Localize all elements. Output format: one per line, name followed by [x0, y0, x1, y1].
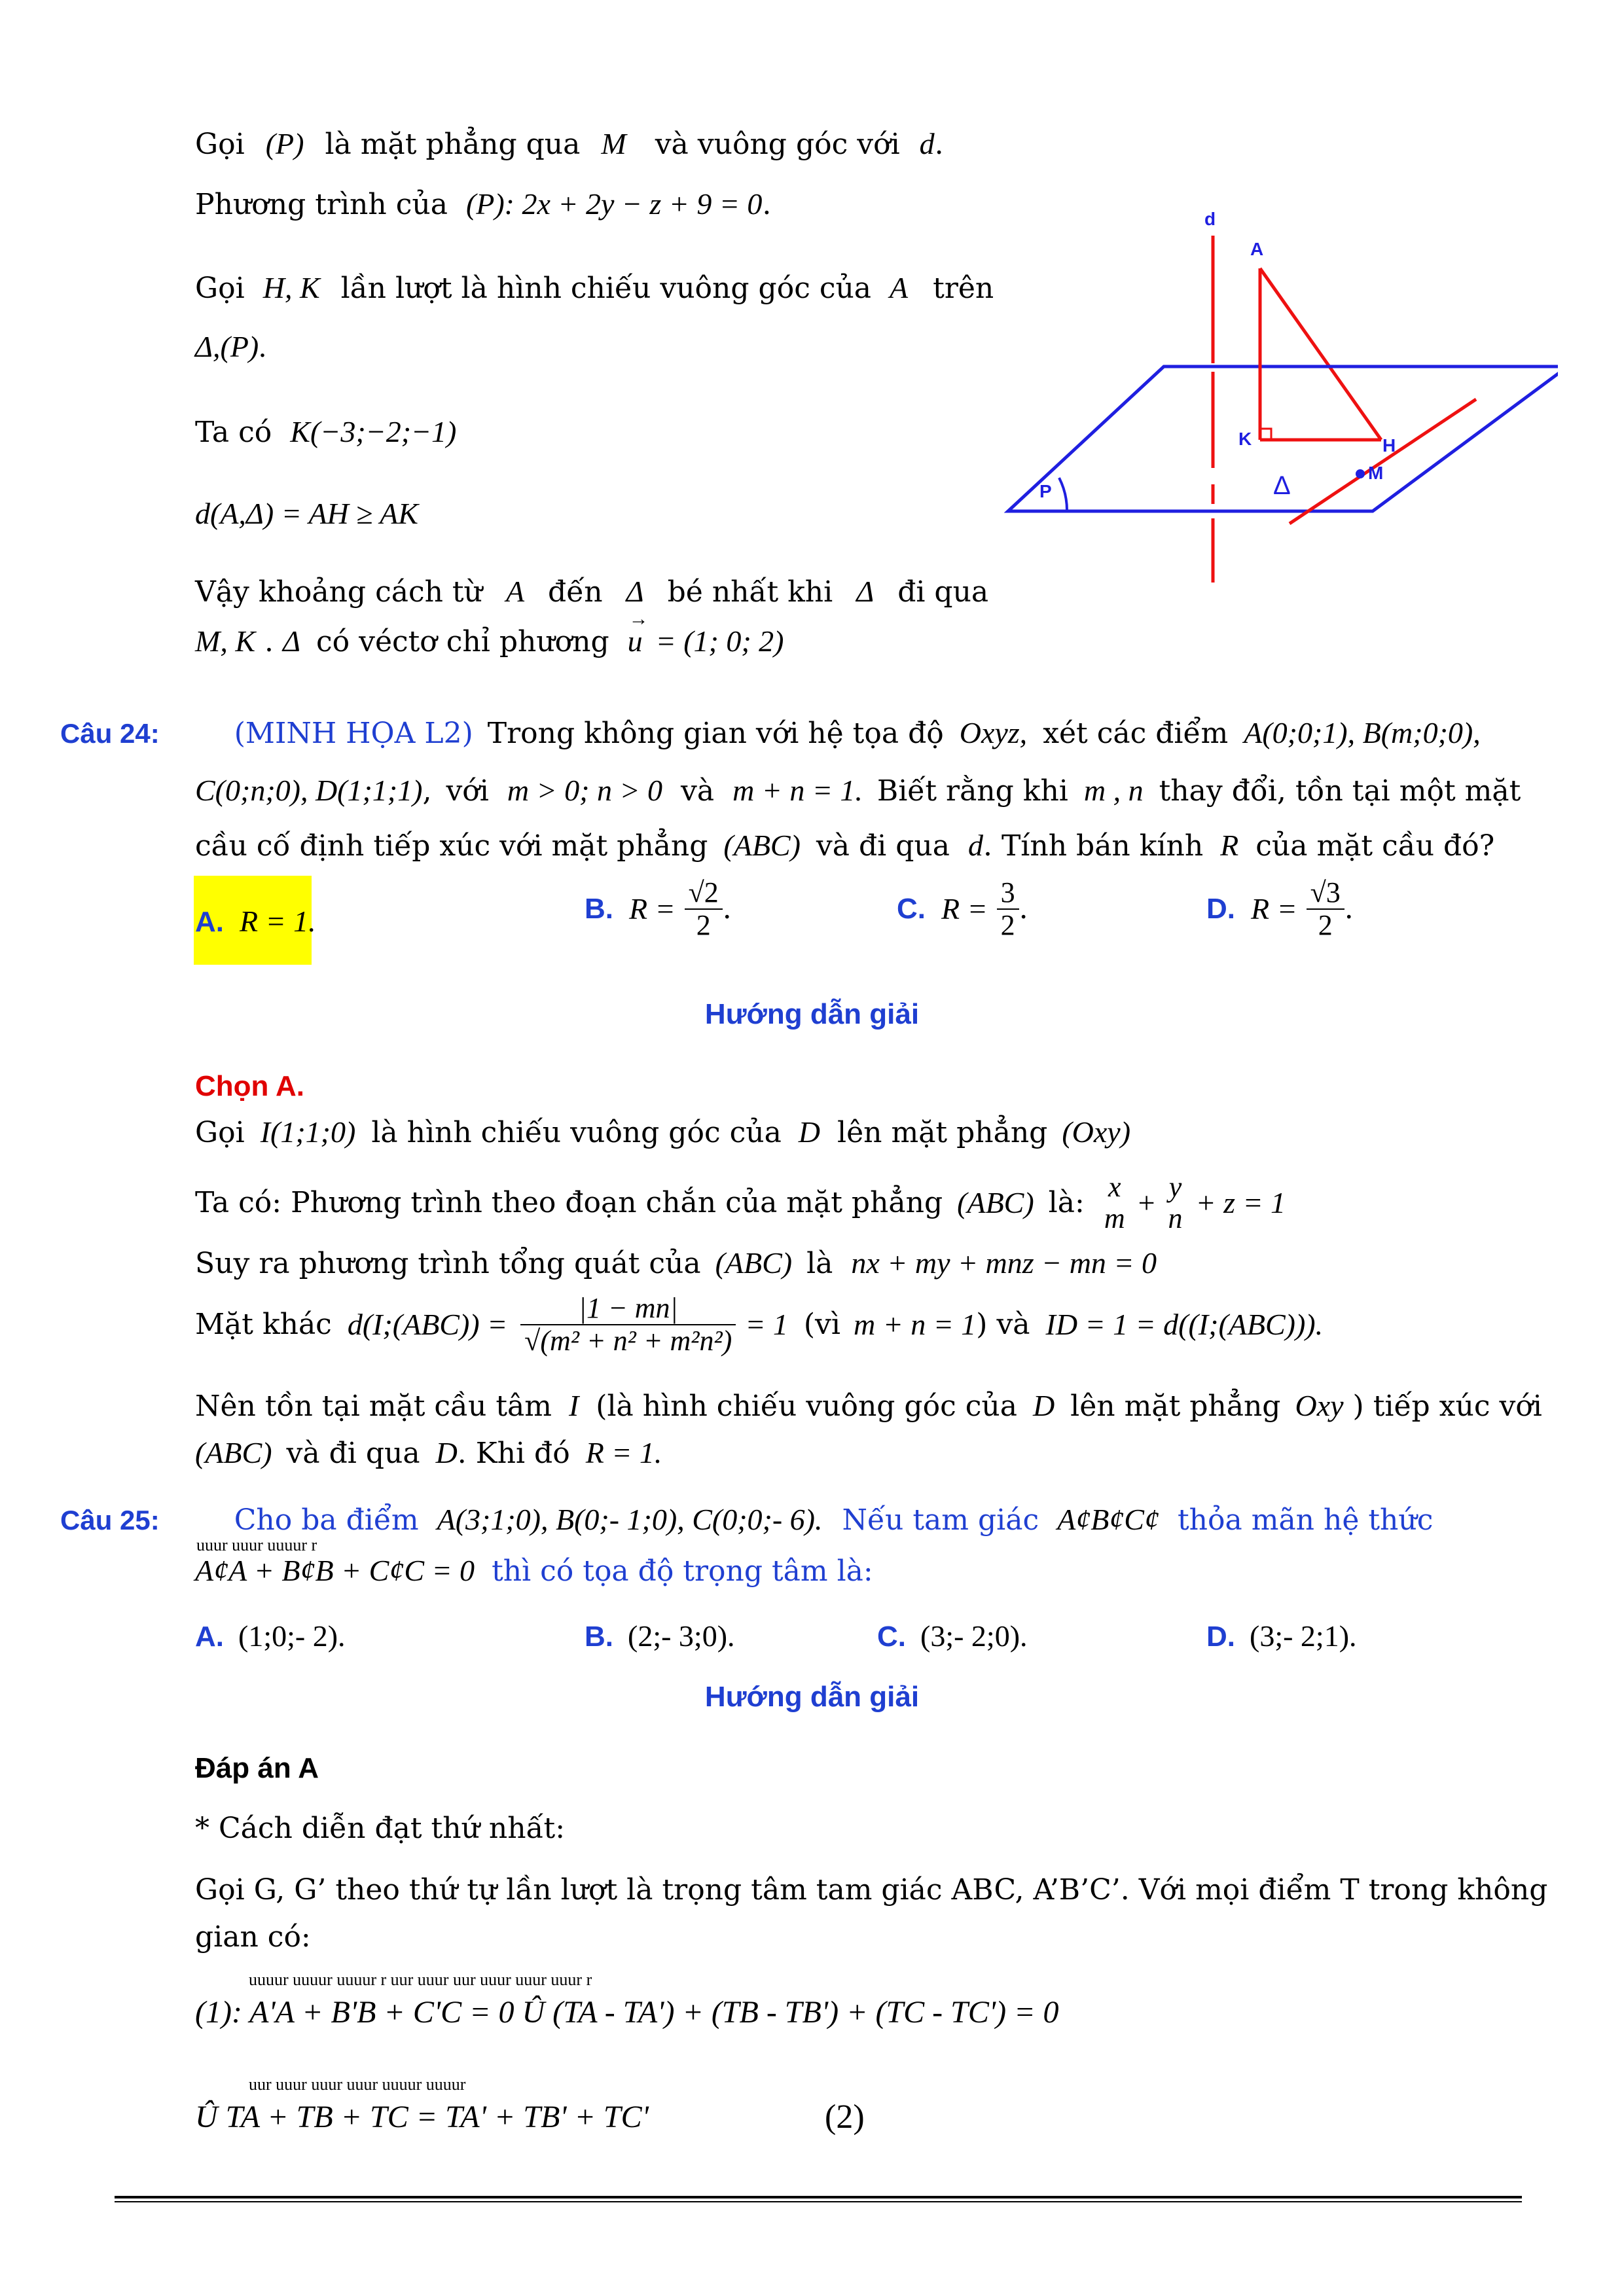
q24-sol-line-6 — [195, 1433, 662, 1473]
vector-arrow-artifacts: uur uuur uuur uuur uuuur uuuur — [249, 2075, 466, 2094]
fraction-numerator: |1 − mn| — [520, 1293, 736, 1325]
plus-sign: + — [1138, 1186, 1155, 1219]
option-suffix: . — [1344, 892, 1354, 925]
text: và vuông góc với — [655, 128, 900, 161]
fraction-denominator: 2 — [1318, 909, 1333, 941]
intro-line-3 — [195, 268, 994, 308]
label-P: P — [1039, 481, 1052, 501]
math-condition: m > 0; n > 0 — [507, 774, 662, 807]
q24-option-B[interactable] — [585, 877, 732, 962]
q24-guide-title: Hướng dẫn giải — [704, 998, 920, 1030]
option-key: D. — [1206, 893, 1235, 925]
text: lên mặt phẳng — [837, 1116, 1048, 1149]
text: cầu cố định tiếp xúc với mặt phẳng — [195, 829, 708, 863]
math-Oxyz: Oxyz, — [959, 716, 1028, 749]
text: Gọi — [195, 128, 245, 161]
intro-line-4: Δ,(P). — [195, 330, 266, 363]
label-K: K — [1238, 429, 1252, 449]
distance-inequality: d(A,Δ) = AH ≥ AK — [195, 497, 418, 530]
q25-line-2 — [195, 1551, 873, 1591]
q24-line-1 — [60, 713, 1481, 753]
q25-option-A[interactable] — [195, 1617, 346, 1657]
text: ) và — [976, 1308, 1030, 1341]
math-P: (P) — [265, 127, 304, 160]
math-ABC: (ABC) — [195, 1436, 272, 1469]
option-text: (3;- 2;1). — [1250, 1619, 1357, 1653]
math-points: A(3;1;0), B(0;- 1;0), C(0;0;- 6). — [437, 1503, 823, 1536]
q25-guide-title: Hướng dẫn giải — [704, 1681, 920, 1713]
result-R: R = 1. — [585, 1436, 662, 1469]
math-A: A — [505, 575, 525, 608]
point-I: I(1;1;0) — [260, 1115, 356, 1149]
text: lên mặt phẳng — [1070, 1390, 1281, 1423]
math-M: M — [601, 127, 626, 160]
text: đến — [548, 575, 603, 609]
q25-equation-2: Û TA + TB + TC = TA' + TB' + TC' — [195, 2100, 649, 2134]
text: xét các điểm — [1043, 717, 1229, 750]
equals-one: = 1 — [745, 1308, 788, 1341]
math-Oxy: Oxy — [1295, 1389, 1344, 1422]
option-text: R = — [1251, 892, 1297, 925]
text: trên — [933, 272, 994, 305]
text: Biết rằng khi — [876, 774, 1068, 808]
vector-arrow-artifacts: uuur uuur uuuur r — [196, 1535, 317, 1554]
text: . Khi đó — [457, 1437, 570, 1470]
question-label: Câu 25: — [60, 1505, 160, 1535]
q24-sol-line-1 — [195, 1113, 1130, 1153]
fraction-numerator: x — [1108, 1171, 1121, 1203]
text: Gọi — [195, 272, 245, 305]
text: Suy ra phương trình tổng quát của — [195, 1247, 701, 1280]
text: Gọi — [195, 1116, 245, 1149]
q24-option-D[interactable] — [1206, 877, 1354, 962]
q25-option-D[interactable] — [1206, 1617, 1357, 1657]
point-K: K(−3;−2;−1) — [290, 415, 457, 448]
fraction-denominator: 2 — [1000, 909, 1015, 941]
fraction-numerator: √3 — [1307, 877, 1344, 910]
text: và đi qua — [286, 1437, 420, 1470]
text: là mặt phẳng qua — [325, 128, 581, 161]
question-label: Câu 24: — [60, 718, 160, 749]
fraction-numerator: √2 — [685, 877, 723, 910]
q25-method: * Cách diễn đạt thứ nhất: — [195, 1812, 566, 1845]
footer-rule — [115, 2196, 1522, 2198]
math-ABC: (ABC) — [715, 1246, 793, 1280]
equation-rest: + z = 1 — [1195, 1186, 1286, 1219]
plane-angle-arc — [1059, 478, 1067, 511]
option-text: (1;0;- 2). — [238, 1619, 346, 1653]
text: thỏa mãn hệ thức — [1178, 1503, 1434, 1537]
option-key: C. — [877, 1621, 906, 1653]
text: là: — [1048, 1186, 1085, 1219]
intro-line-7 — [195, 572, 988, 612]
label-A: A — [1250, 239, 1264, 259]
math-A: A — [890, 271, 909, 304]
right-angle-mark — [1260, 429, 1271, 440]
text: với — [446, 774, 489, 808]
q24-sol-line-5 — [195, 1386, 1542, 1426]
text: Trong không gian với hệ tọa độ — [487, 717, 944, 750]
option-text: (2;- 3;0). — [628, 1619, 735, 1653]
text: bé nhất khi — [667, 575, 833, 609]
math-mn: m , n — [1083, 774, 1144, 807]
q25-sol-line-2: gian có: — [195, 1920, 311, 1954]
q24-option-C[interactable] — [897, 877, 1028, 962]
text: Ta có — [195, 416, 272, 449]
intro-line-6 — [195, 494, 418, 533]
q25-equation-1: (1): A'A + B'B + C'C = 0 Û (TA - TA') + (TB - TB') + (TC - TC') = 0 — [195, 1995, 1059, 2030]
general-equation: nx + my + mnz − mn = 0 — [851, 1246, 1157, 1280]
text: (vì — [803, 1308, 840, 1341]
question-source: (MINH HỌA L2) — [234, 717, 473, 750]
label-delta: Δ — [1273, 471, 1291, 500]
text: Nên tồn tại mặt cầu tâm — [195, 1390, 552, 1423]
q25-sol-line-1: Gọi G, G’ theo thứ tự lần lượt là trọng tâm tam giác ABC, A’B’C’. Với mọi điểm T trong không — [195, 1873, 1548, 1907]
math-Oxy: (Oxy) — [1062, 1115, 1131, 1149]
text: (là hình chiếu vuông góc của — [596, 1390, 1017, 1423]
text: đi qua — [897, 575, 989, 609]
option-text: R = — [629, 892, 676, 925]
segment-AH — [1260, 268, 1381, 440]
math-delta: Δ — [626, 575, 644, 608]
math-R: R — [1220, 829, 1239, 862]
vector-u: → u — [628, 622, 643, 661]
math-d: d — [967, 829, 983, 862]
text: Mặt khác — [195, 1308, 332, 1341]
q25-option-B[interactable] — [585, 1617, 735, 1657]
option-suffix: . — [722, 892, 732, 925]
distance-expression: d(I;(ABC)) = — [347, 1308, 508, 1341]
footer-rule — [115, 2201, 1522, 2202]
text: của mặt cầu đó? — [1255, 829, 1495, 863]
math-MK: M, K — [195, 624, 255, 658]
option-key: D. — [1206, 1621, 1235, 1653]
math-ABC: (ABC) — [723, 829, 801, 862]
option-suffix: . — [1019, 892, 1028, 925]
math-sum: m + n = 1. — [732, 774, 863, 807]
q24-sol-line-3 — [195, 1244, 1157, 1283]
option-text: R = 1. — [240, 905, 316, 938]
math-D: D — [435, 1436, 458, 1469]
text: Nếu tam giác — [842, 1503, 1039, 1537]
text: . Tính bán kính — [983, 829, 1204, 863]
label-d: d — [1204, 209, 1216, 229]
q24-option-A[interactable] — [195, 902, 316, 942]
fraction-denominator: n — [1168, 1202, 1183, 1234]
option-text: (3;- 2;0). — [920, 1619, 1028, 1653]
direction-vector-value: = (1; 0; 2) — [655, 624, 784, 658]
fraction-numerator: y — [1168, 1171, 1182, 1203]
math-d: d — [919, 127, 935, 160]
q24-chosen: Chọn A. — [195, 1070, 304, 1102]
q24-line-3 — [195, 826, 1494, 866]
math-triangle: A¢B¢C¢ — [1057, 1503, 1159, 1536]
fraction-numerator: 3 — [997, 877, 1019, 910]
text: ) tiếp xúc với — [1352, 1390, 1542, 1423]
q25-answer: Đáp án A — [195, 1752, 319, 1784]
math-D: D — [798, 1115, 821, 1149]
math-ABC: (ABC) — [957, 1186, 1034, 1219]
q25-option-C[interactable] — [877, 1617, 1028, 1657]
q24-line-2: C(0;n;0), D(1;1;1), với m > 0; n > 0 và m + n = 1. Biết rằng khi m , n thay đổi, tồn tại một mặt — [195, 774, 1521, 808]
math-delta: Δ — [282, 624, 300, 658]
intro-line-8: M, K . Δ có véctơ chỉ phương → u = (1; 0; 2) — [195, 622, 784, 662]
text: là hình chiếu vuông góc của — [371, 1116, 782, 1149]
text: và đi qua — [816, 829, 950, 863]
fraction-denominator: m — [1104, 1202, 1125, 1234]
text: có véctơ chỉ phương — [316, 625, 609, 658]
math-I: I — [568, 1389, 579, 1422]
math-delta-P: Δ,(P) — [195, 330, 259, 363]
text: thay đổi, tồn tại một mặt — [1159, 774, 1521, 808]
q25-line-1 — [60, 1500, 1433, 1540]
vector-arrow-artifacts: uuuur uuuur uuuur r uur uuur uur uuur uuur uuur r — [249, 1970, 592, 1989]
math-delta: Δ — [856, 575, 875, 608]
option-key: B. — [585, 893, 613, 925]
fraction-denominator: √(m² + n² + m²n²) — [524, 1325, 732, 1357]
equation-tag: (2) — [825, 2098, 865, 2136]
math-points: A(0;0;1), B(m;0;0), — [1244, 716, 1481, 749]
text: và — [680, 774, 715, 808]
math-HK: H, K — [262, 271, 320, 304]
vector-relation: A¢A + B¢B + C¢C = 0 — [195, 1554, 475, 1587]
option-key: A. — [195, 1621, 224, 1653]
option-key: A. — [195, 906, 224, 938]
math-D: D — [1032, 1389, 1055, 1422]
intro-line-5 — [195, 412, 456, 452]
fraction-denominator: 2 — [696, 909, 711, 941]
option-text: R = — [941, 892, 988, 925]
geometry-figure — [982, 196, 1558, 655]
point-M-dot — [1356, 469, 1365, 478]
q24-sol-line-2 — [195, 1172, 1286, 1250]
text: Ta có: Phương trình theo đoạn chắn của mặt phẳng — [195, 1186, 943, 1219]
option-key: B. — [585, 1621, 613, 1653]
distance-ID: ID = 1 = d((I;(ABC))). — [1045, 1308, 1324, 1341]
text: là — [806, 1247, 833, 1280]
intro-line-1: Gọi (P) là mặt phẳng qua M và vuông góc với d. — [195, 127, 944, 161]
math-points: C(0;n;0), D(1;1;1) — [195, 774, 423, 807]
text: lần lượt là hình chiếu vuông góc của — [340, 272, 872, 305]
text: Phương trình của — [195, 188, 448, 221]
q24-sol-line-4 — [195, 1293, 1323, 1371]
plane-equation: (P): 2x + 2y − z + 9 = 0 — [465, 187, 763, 221]
text: thì có tọa độ trọng tâm là: — [492, 1554, 873, 1588]
math-condition: m + n = 1 — [853, 1308, 977, 1341]
text: Vậy khoảng cách từ — [195, 575, 482, 609]
label-M: M — [1368, 463, 1384, 483]
label-H: H — [1382, 435, 1396, 456]
option-key: C. — [897, 893, 926, 925]
text: Cho ba điểm — [234, 1503, 419, 1537]
intro-line-2: Phương trình của (P): 2x + 2y − z + 9 = 0. — [195, 187, 772, 221]
